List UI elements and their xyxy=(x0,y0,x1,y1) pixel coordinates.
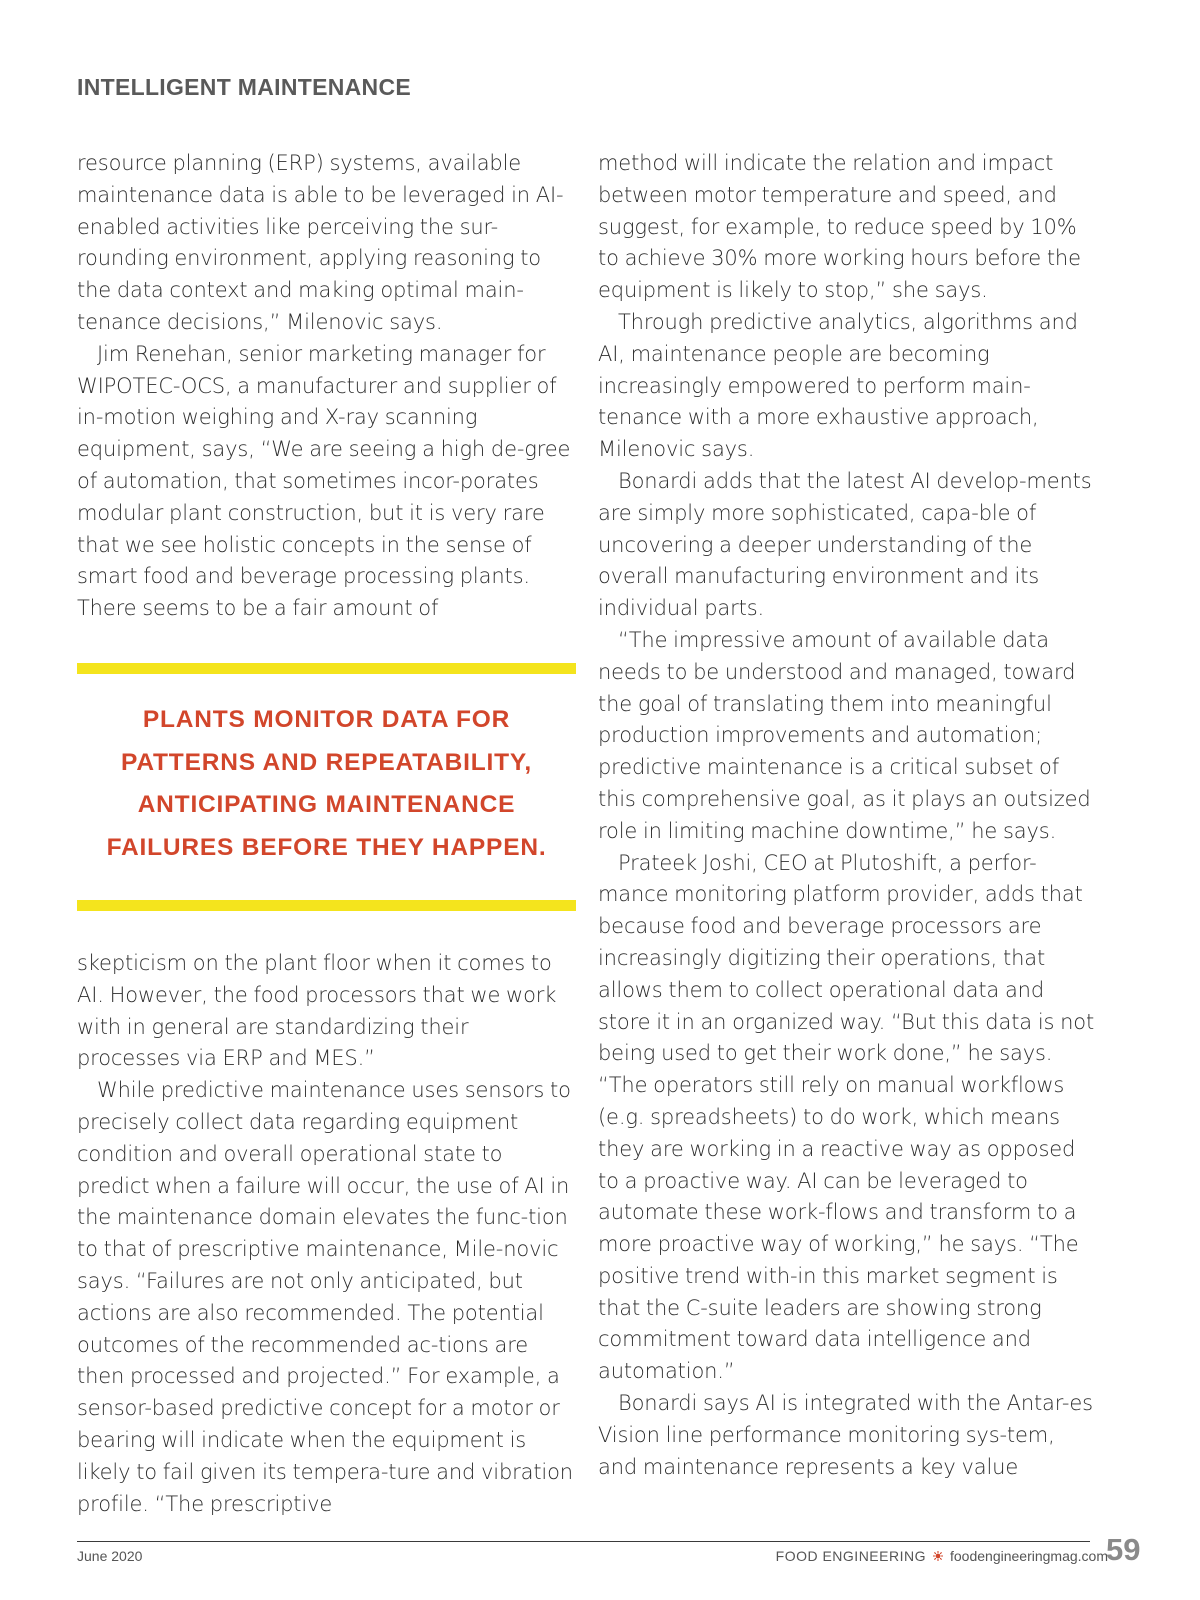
paragraph: method will indicate the relation and impact between motor temperature and speed, and suggest, for example, to reduce speed by 10% to achieve 30% more working hours before the equipment is likely to stop,” she says. xyxy=(598,151,1081,303)
page-number: 59 xyxy=(1106,1532,1141,1567)
pull-quote-line: ANTICIPATING MAINTENANCE xyxy=(137,791,516,818)
paragraph: resource planning (ERP) systems, available maintenance data is able to be leveraged in AI-enabled activities like perceiving the sur-rounding environment, applying reasoning to the data context and making optimal main-tenance decisions,” Milenovic says. xyxy=(77,151,564,334)
pull-quote-line: FAILURES BEFORE THEY HAPPEN. xyxy=(106,833,547,861)
paragraph: “The impressive amount of available data needs to be understood and managed, toward the goal of translating them into meaningful production improvements and automation; predictive maintenance is a critical subset of this comprehensive goal, as it plays an outsized role in limiting machine downtime,” he says. xyxy=(598,627,1091,843)
sun-icon xyxy=(933,1551,943,1561)
publication-name: FOOD ENGINEERING xyxy=(775,1548,926,1564)
section-header: INTELLIGENT MAINTENANCE xyxy=(77,74,411,100)
pull-quote-line: PATTERNS AND REPEATABILITY, xyxy=(121,748,532,776)
right-column xyxy=(598,148,1098,1483)
pull-quote-bottom-bar xyxy=(77,900,576,911)
paragraph: Jim Renehan, senior marketing manager for WIPOTEC-OCS, a manufacturer and supplier of in-motion weighing and X-ray scanning equipment, says, “We are seeing a high de-gree of automation, that sometimes incor-porates modular plant construction, but it is very rare that we see holistic concepts in the sense of smart food and beverage processing plants. There seems to be a fair amount of xyxy=(77,341,571,621)
paragraph: Prateek Joshi, CEO at Plutoshift, a perfor-mance monitoring platform provider, adds that because food and beverage processors are increasingly digitizing their operations, that allows them to collect operational data and store it in an organized way. “But this data is not being used to get their work done,” he says. “The operators still rely on manual workflows (e.g. spreadsheets) to do work, which means they are working in a reactive way as opposed to a proactive way. AI can be leveraged to automate these work-flows and transform to a more proactive way of working,” he says. “The positive trend with-in this market segment is that the C-suite leaders are showing strong commitment toward data intelligence and automation.” xyxy=(598,850,1095,1384)
footer-publication xyxy=(776,1548,1108,1564)
paragraph: Through predictive analytics, algorithms and AI, maintenance people are becoming increasingly empowered to perform main-tenance with a more exhaustive approach, Milenovic says. xyxy=(598,309,1078,462)
footer-rule xyxy=(77,1541,1090,1542)
pull-quote-top-bar xyxy=(77,663,576,674)
pull-quote xyxy=(77,663,576,911)
paragraph: Bonardi says AI is integrated with the Antar-es Vision line performance monitoring sys-tem, and maintenance represents a key value xyxy=(598,1391,1093,1479)
pull-quote-line: PLANTS MONITOR DATA FOR xyxy=(142,706,511,733)
paragraph: Bonardi adds that the latest AI develop-ments are simply more sophisticated, capa-ble of uncovering a deeper understanding of the overall manufacturing environment and its individual parts. xyxy=(598,468,1092,621)
left-column-top xyxy=(77,148,577,625)
left-column-bottom xyxy=(77,948,577,1520)
footer-date: June 2020 xyxy=(77,1548,143,1564)
paragraph: skepticism on the plant floor when it comes to AI. However, the food processors that we work with in general are standardizing their processes via ERP and MES.” xyxy=(77,951,557,1071)
website-url: foodengineeringmag.com xyxy=(950,1548,1108,1564)
paragraph: While predictive maintenance uses sensors to precisely collect data regarding equipment condition and overall operational state to predict when a failure will occur, the use of AI in the maintenance domain elevates the func-tion to that of prescriptive maintenance, Mile-novic says. “Failures are not only anticipated, but actions are also recommended. The potential outcomes of the recommended ac-tions are then processed and projected.” For example, a sensor-based predictive concept for a motor or bearing will indicate when the equipment is likely to fail given its tempera-ture and vibration profile. “The prescriptive xyxy=(77,1078,573,1516)
pull-quote-text xyxy=(77,699,576,869)
